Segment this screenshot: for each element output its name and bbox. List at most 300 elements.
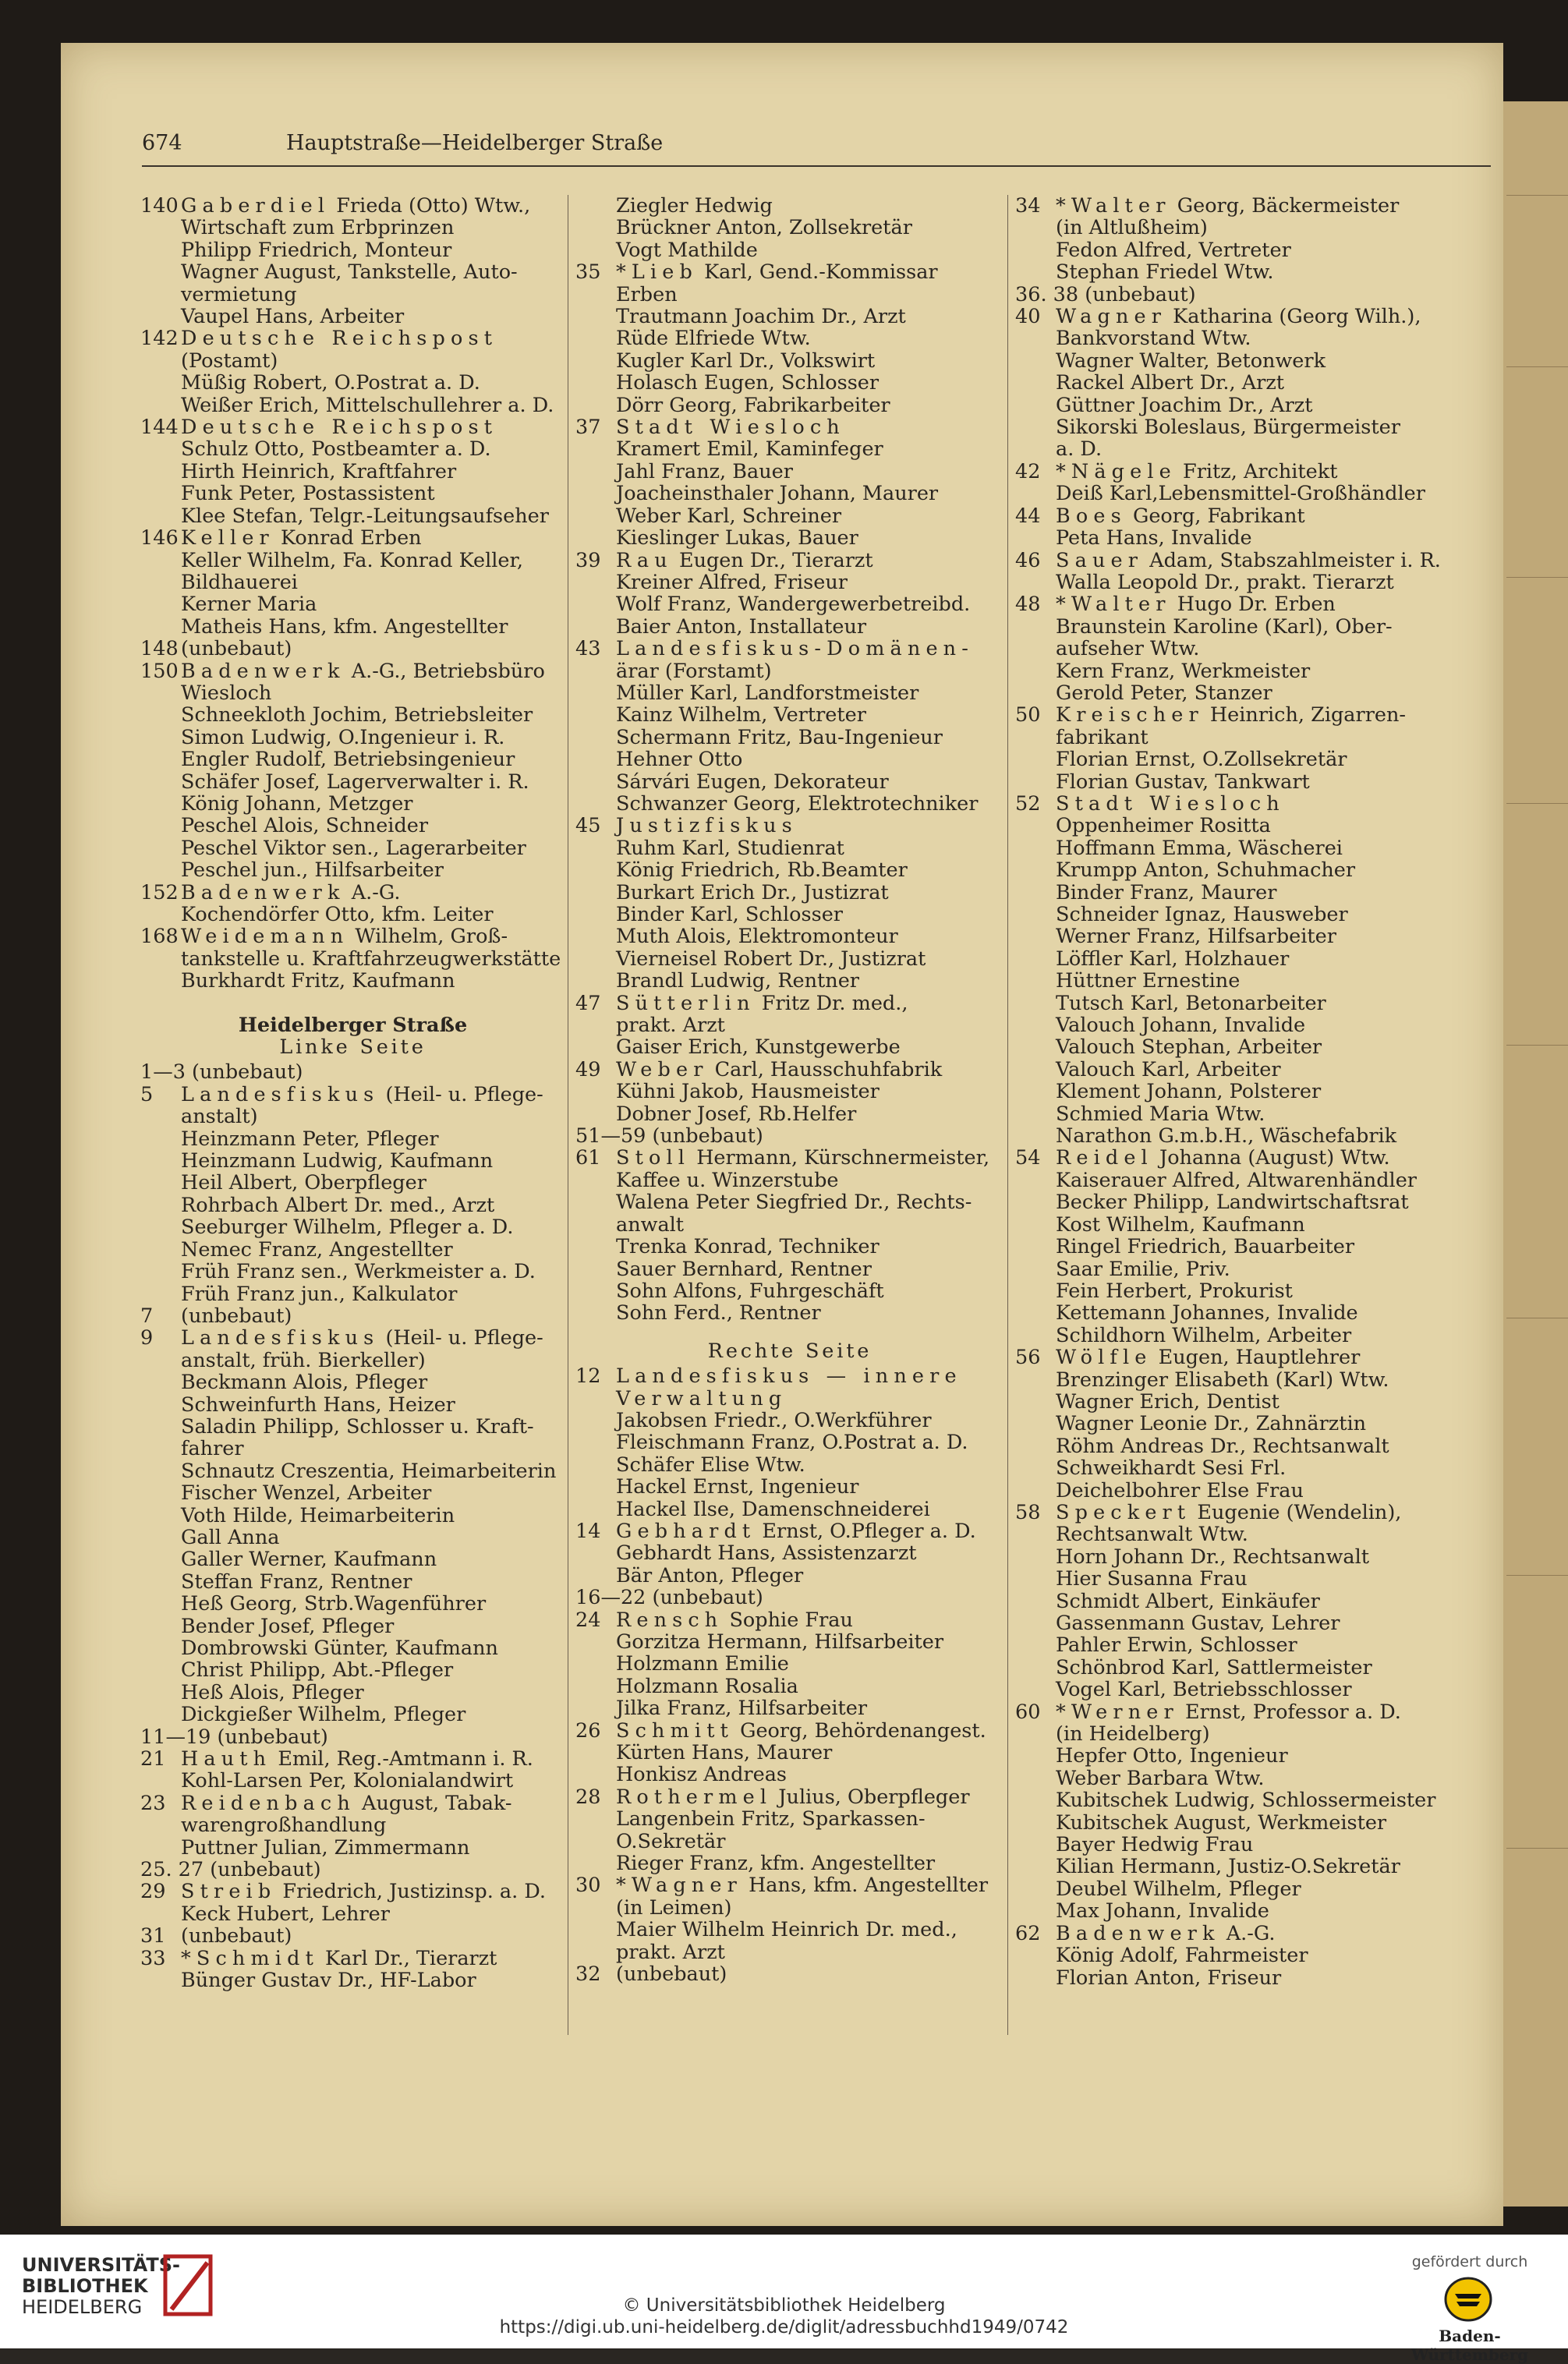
entry-text: Kramert Emil, Kaminfeger	[616, 437, 883, 462]
resident-line	[575, 1258, 1004, 1280]
resident-line	[575, 837, 1004, 859]
entry-text: Stephan Friedel Wtw.	[1056, 260, 1274, 285]
resident-line	[1015, 1081, 1452, 1102]
resident-line	[140, 461, 565, 483]
entry-text: Schneider Ignaz, Hausweber	[1056, 903, 1348, 926]
entry-text: Deubel Wilhelm, Pfleger	[1056, 1877, 1301, 1901]
entry-text: Gebhardt Hans, Assistenzarzt	[616, 1541, 917, 1566]
house-number: 46	[1015, 548, 1041, 572]
house-number: 34	[1015, 194, 1041, 218]
entry-text: Georg, Fabrikant	[1126, 504, 1305, 528]
entry-text: Dörr Georg, Fabrikarbeiter	[616, 393, 890, 417]
resident-line	[1015, 1546, 1452, 1568]
house-number: 58	[1015, 1500, 1041, 1524]
resident-line	[140, 372, 565, 394]
house-number: 52	[1015, 791, 1041, 816]
entry-text: fahrer	[181, 1437, 244, 1461]
entry-text: Saar Emilie, Priv.	[1056, 1257, 1230, 1281]
house-number: 28	[575, 1785, 601, 1809]
entry-text: König Johann, Metzger	[181, 791, 413, 816]
house-entry	[1015, 793, 1452, 815]
house-number: 60	[1015, 1700, 1041, 1724]
resident-line	[575, 1853, 1004, 1874]
entry-text: A.-G.	[345, 880, 401, 904]
resident-line	[575, 1499, 1004, 1520]
entry-text: Bender Josef, Pfleger	[181, 1614, 395, 1638]
house-number: 150	[140, 659, 179, 683]
resident-line	[1015, 638, 1452, 660]
entry-text: Kettemann Johannes, Invalide	[1056, 1301, 1358, 1325]
resident-line	[575, 327, 1004, 349]
house-number: 12	[575, 1364, 601, 1389]
owner-name: Boes	[1056, 504, 1127, 528]
entry-text: Friedrich, Justizinsp. a. D.	[276, 1880, 546, 1904]
entry-text: a. D.	[1056, 437, 1103, 462]
resident-line	[1015, 660, 1452, 682]
house-number: 54	[1015, 1146, 1041, 1170]
entry-text: Wolf Franz, Wandergewerbetreibd.	[616, 593, 971, 617]
resident-line	[1015, 1059, 1452, 1081]
entry-text: Werner Franz, Hilfsarbeiter	[1056, 925, 1336, 949]
entry-text: Deiß Karl,Lebensmittel-Großhändler	[1056, 482, 1425, 506]
next-page-edge	[1503, 101, 1568, 2207]
entry-text: Florian Ernst, O.Zollsekretär	[1056, 748, 1347, 772]
entry-text: Schnautz Creszentia, Heimarbeiterin	[181, 1459, 557, 1483]
column-left	[140, 195, 565, 1992]
entry-text: Baier Anton, Installateur	[616, 614, 867, 639]
house-entry	[1015, 1701, 1452, 1723]
resident-line	[140, 1350, 565, 1371]
entry-text: (in Altlußheim)	[1056, 216, 1208, 240]
entry-text: Bildhauerei	[181, 570, 298, 594]
owner-name: Sauer	[1056, 548, 1144, 572]
entry-text: Kerner Maria	[181, 593, 317, 617]
entry-text: Hackel Ernst, Ingenieur	[616, 1475, 859, 1499]
resident-line	[575, 1103, 1004, 1125]
entry-text: Tutsch Karl, Betonarbeiter	[1056, 991, 1326, 1015]
entry-text: Erben	[616, 282, 678, 306]
entry-text: Kubitschek August, Werkmeister	[1056, 1810, 1387, 1835]
column-middle	[575, 195, 1004, 1986]
entry-text: Valouch Karl, Arbeiter	[1056, 1057, 1281, 1081]
house-entry	[140, 1925, 565, 1947]
house-entry	[140, 1881, 565, 1902]
library-name-line: BIBLIOTHEK	[22, 2275, 148, 2297]
entry-text: Johanna (August) Wtw.	[1152, 1146, 1390, 1170]
page-number: 674	[142, 131, 182, 155]
house-entry	[140, 925, 565, 947]
resident-line	[1015, 1170, 1452, 1191]
resident-line	[575, 1831, 1004, 1853]
house-number: 35	[575, 260, 601, 285]
entry-text: Gall Anna	[181, 1525, 280, 1549]
resident-line	[1015, 1435, 1452, 1457]
entry-text: Hoffmann Emma, Wäscherei	[1056, 836, 1343, 860]
entry-text: Matheis Hans, kfm. Angestellter	[181, 614, 508, 639]
resident-line	[575, 1214, 1004, 1236]
owner-name: Wagner	[1056, 305, 1167, 329]
entry-text: (in Heidelberg)	[1056, 1722, 1210, 1746]
resident-line	[1015, 1457, 1452, 1479]
entry-text: Engler Rudolf, Betriebsingenieur	[181, 748, 515, 772]
entry-text: Puttner Julian, Zimmermann	[181, 1835, 470, 1860]
entry-text: Vaupel Hans, Arbeiter	[181, 305, 405, 329]
sponsor-label: gefördert durch	[1411, 2253, 1528, 2270]
entry-text: Hier Susanna Frau	[1056, 1567, 1248, 1591]
resident-line	[140, 550, 565, 572]
resident-line	[1015, 1723, 1452, 1745]
resident-line	[140, 616, 565, 638]
entry-text: Wiesloch	[181, 681, 272, 705]
house-entry	[140, 660, 565, 682]
house-number: 146	[140, 526, 179, 550]
entry-text: Nemec Franz, Angestellter	[181, 1237, 453, 1262]
entry-text: Seeburger Wilhelm, Pfleger a. D.	[181, 1216, 514, 1240]
house-entry	[1015, 550, 1452, 572]
resident-line	[140, 239, 565, 261]
resident-line	[140, 1150, 565, 1172]
resident-line	[575, 1014, 1004, 1036]
resident-line	[140, 1394, 565, 1416]
resident-line	[1015, 261, 1452, 283]
resident-line	[1015, 837, 1452, 859]
street-heading: Heidelberger Straße	[238, 1013, 468, 1037]
entry-text: Früh Franz jun., Kalkulator	[181, 1282, 458, 1306]
house-number: 142	[140, 327, 179, 351]
entry-text: Rieger Franz, kfm. Angestellter	[616, 1852, 936, 1876]
resident-line	[140, 1704, 565, 1725]
house-entry	[140, 1305, 565, 1327]
house-number: 31	[140, 1924, 166, 1948]
resident-line	[1015, 527, 1452, 549]
entry-text: (Postamt)	[181, 349, 278, 373]
resident-line	[575, 483, 1004, 504]
entry-text: Kilian Hermann, Justiz-O.Sekretär	[1056, 1855, 1400, 1879]
resident-line	[140, 593, 565, 615]
resident-line	[140, 1682, 565, 1704]
resident-line	[575, 239, 1004, 261]
resident-line	[140, 1548, 565, 1570]
resident-line	[1015, 395, 1452, 416]
resident-line	[575, 859, 1004, 881]
entry-text: Voth Hilde, Heimarbeiterin	[181, 1503, 455, 1527]
resident-line	[140, 727, 565, 748]
house-entry	[575, 1963, 1004, 1985]
owner-name: Badenwerk	[181, 659, 345, 683]
entry-text: Galler Werner, Kaufmann	[181, 1548, 437, 1572]
owner-name: Deutsche Reichspost	[181, 416, 498, 440]
entry-text: Hehner Otto	[616, 748, 743, 772]
entry-text: Rackel Albert Dr., Arzt	[1056, 371, 1285, 395]
entry-text: Wilhelm, Groß-	[349, 925, 508, 949]
resident-line	[1015, 1036, 1452, 1058]
resident-line	[575, 771, 1004, 793]
entry-text: Ruhm Karl, Studienrat	[616, 836, 844, 860]
owner-name: Hauth	[181, 1747, 272, 1771]
house-entry	[140, 638, 565, 660]
entry-text: Narathon G.m.b.H., Wäschefabrik	[1056, 1124, 1397, 1148]
resident-line	[575, 1388, 1004, 1410]
entry-text: A.-G., Betriebsbüro	[345, 659, 545, 683]
owner-name: Kreischer	[1056, 703, 1204, 727]
entry-text: Beckmann Alois, Pfleger	[181, 1371, 428, 1395]
resident-line	[1015, 372, 1452, 394]
entry-text: Kern Franz, Werkmeister	[1056, 659, 1311, 683]
house-number: 62	[1015, 1921, 1041, 1945]
resident-line	[140, 815, 565, 837]
resident-line	[1015, 1768, 1452, 1789]
entry-text: Heß Alois, Pfleger	[181, 1680, 364, 1704]
resident-line	[575, 727, 1004, 748]
house-entry	[575, 1720, 1004, 1742]
resident-line	[1015, 993, 1452, 1014]
entry-text: Max Johann, Invalide	[1056, 1899, 1269, 1923]
entry-text: (in Leimen)	[616, 1895, 732, 1920]
entry-text: Schildhorn Wilhelm, Arbeiter	[1056, 1323, 1352, 1347]
resident-line	[575, 704, 1004, 726]
entry-text: Wagner Erich, Dentist	[1056, 1389, 1280, 1414]
resident-line	[575, 1476, 1004, 1498]
resident-line	[575, 682, 1004, 704]
resident-line	[1015, 1812, 1452, 1834]
entry-text: Brückner Anton, Zollsekretär	[616, 216, 912, 240]
entry-text: Binder Franz, Maurer	[1056, 880, 1277, 904]
entry-text: Walla Leopold Dr., prakt. Tierarzt	[1056, 570, 1394, 594]
resident-line	[1015, 350, 1452, 372]
entry-text: (Heil- u. Pflege-	[379, 1326, 543, 1350]
entry-text: Honkisz Andreas	[616, 1763, 787, 1787]
resident-line	[575, 904, 1004, 925]
owner-name: Schmitt	[616, 1718, 734, 1743]
resident-line	[575, 1565, 1004, 1587]
entry-text: (Heil- u. Pflege-	[379, 1082, 543, 1106]
entry-text: Kost Wilhelm, Kaufmann	[1056, 1212, 1305, 1237]
house-entry	[575, 416, 1004, 438]
resident-line	[1015, 1258, 1452, 1280]
owner-name: *Nägele	[1056, 459, 1177, 483]
entry-text: Oppenheimer Rositta	[1056, 814, 1271, 838]
entry-text: A.-G.	[1219, 1921, 1276, 1945]
resident-line	[140, 1261, 565, 1283]
resident-line	[140, 1416, 565, 1438]
house-entry	[140, 1327, 565, 1349]
resident-line	[575, 1280, 1004, 1302]
entry-text: Braunstein Karoline (Karl), Ober-	[1056, 614, 1393, 639]
entry-text: August, Tabak-	[355, 1791, 512, 1815]
house-number: 140	[140, 194, 179, 218]
resident-line	[575, 217, 1004, 239]
owner-name: Justizfiskus	[616, 814, 798, 838]
entry-text: Katharina (Georg Wilh.),	[1166, 305, 1421, 329]
entry-text: Ernst, Professor a. D.	[1178, 1700, 1401, 1724]
resident-line	[1015, 1612, 1452, 1634]
entry-text: Dickgießer Wilhelm, Pfleger	[181, 1703, 466, 1727]
resident-line	[1015, 1280, 1452, 1302]
resident-line	[1015, 483, 1452, 504]
owner-name: Stadt Wiesloch	[616, 416, 845, 440]
resident-line	[140, 1837, 565, 1859]
entry-text: Valouch Stephan, Arbeiter	[1056, 1035, 1322, 1060]
entry-text: Sohn Alfons, Fuhrgeschäft	[616, 1279, 884, 1303]
source-url[interactable]: https://digi.ub.uni-heidelberg.de/diglit/adressbuchhd1949/0742	[499, 2317, 1069, 2337]
entry-text: Schweinfurth Hans, Heizer	[181, 1393, 455, 1417]
house-number: 7	[140, 1304, 154, 1328]
entry-text: Hirth Heinrich, Kraftfahrer	[181, 459, 457, 483]
entry-text: Peta Hans, Invalide	[1056, 526, 1252, 550]
entry-text: Karl, Gend.-Kommissar	[697, 260, 938, 285]
owner-name: *Walter	[1056, 593, 1171, 617]
entry-text: Sárvári Eugen, Dekorateur	[616, 770, 889, 794]
entry-text: Keck Hubert, Lehrer	[181, 1902, 390, 1926]
entry-text: Rechtsanwalt Wtw.	[1056, 1523, 1248, 1547]
page-header	[80, 125, 1499, 164]
resident-line	[140, 1770, 565, 1792]
entry-text: Fedon Alfred, Vertreter	[1056, 238, 1291, 262]
resident-line	[1015, 815, 1452, 837]
entry-text: Vogel Karl, Betriebsschlosser	[1056, 1678, 1352, 1702]
entry-text: Dombrowski Günter, Kaufmann	[181, 1637, 498, 1660]
house-number: 24	[575, 1608, 601, 1632]
resident-line	[140, 748, 565, 770]
house-entry	[1015, 1147, 1452, 1169]
house-entry	[1015, 195, 1452, 217]
resident-line	[140, 1283, 565, 1305]
resident-line	[140, 261, 565, 283]
entry-text: Saladin Philipp, Schlosser u. Kraft-	[181, 1414, 534, 1439]
resident-line	[575, 195, 1004, 217]
house-number: 30	[575, 1874, 601, 1898]
resident-line	[140, 284, 565, 306]
resident-line	[1015, 771, 1452, 793]
house-number: 9	[140, 1326, 154, 1350]
entry-text: (unbebaut)	[181, 1924, 292, 1948]
entry-text: Deichelbohrer Else Frau	[1056, 1478, 1304, 1502]
resident-line	[1015, 1568, 1452, 1590]
owner-name: Speckert	[1056, 1500, 1191, 1524]
entry-text: Holzmann Emilie	[616, 1652, 789, 1676]
house-number: 49	[575, 1057, 601, 1081]
entry-text: Konrad Erben	[274, 526, 422, 550]
house-entry	[575, 815, 1004, 837]
entry-text: Sauer Bernhard, Rentner	[616, 1257, 872, 1281]
resident-line	[1015, 1014, 1452, 1036]
entry-text: Simon Ludwig, O.Ingenieur i. R.	[181, 725, 505, 749]
resident-line	[140, 1128, 565, 1150]
owner-name: Deutsche Reichspost	[181, 327, 498, 351]
resident-line	[1015, 748, 1452, 770]
entry-text: Schulz Otto, Postbeamter a. D.	[181, 437, 491, 462]
entry-text: König Adolf, Fahrmeister	[1056, 1944, 1308, 1968]
entry-text: Florian Anton, Friseur	[1056, 1966, 1282, 1990]
resident-line	[1015, 948, 1452, 970]
owner-name: Streib	[181, 1880, 277, 1904]
house-range-entry: 51—59 (unbebaut)	[575, 1124, 763, 1148]
entry-text: Fischer Wenzel, Arbeiter	[181, 1481, 432, 1506]
house-range-entry: 25. 27 (unbebaut)	[140, 1858, 321, 1882]
entry-text: Schönbrod Karl, Sattlermeister	[1056, 1655, 1372, 1679]
resident-line	[140, 306, 565, 327]
owner-name: *Schmidt	[181, 1946, 319, 1970]
entry-text: Binder Karl, Schlosser	[616, 903, 843, 926]
entry-text: anstalt, früh. Bierkeller)	[181, 1348, 426, 1372]
entry-text: Schäfer Josef, Lagerverwalter i. R.	[181, 770, 529, 794]
entry-text: Gerold Peter, Stanzer	[1056, 681, 1272, 705]
house-number: 144	[140, 416, 179, 440]
resident-line	[140, 682, 565, 704]
entry-text: Philipp Friedrich, Monteur	[181, 238, 452, 262]
house-number: 37	[575, 416, 601, 440]
resident-line	[1015, 859, 1452, 881]
resident-line	[575, 1170, 1004, 1191]
house-range-entry: 11—19 (unbebaut)	[140, 1725, 328, 1749]
entry-text: Horn Johann Dr., Rechtsanwalt	[1056, 1545, 1369, 1569]
resident-line	[140, 771, 565, 793]
house-entry	[140, 195, 565, 217]
house-range-entry: 1—3 (unbebaut)	[140, 1060, 303, 1085]
resident-line	[1015, 1325, 1452, 1347]
entry-text: Kugler Karl Dr., Volkswirt	[616, 349, 876, 373]
entry-text: Klement Johann, Polsterer	[1056, 1080, 1322, 1104]
house-number: 43	[575, 637, 601, 661]
copyright-notice: © Universitätsbibliothek Heidelberg	[622, 2295, 946, 2316]
entry-text: Weber Barbara Wtw.	[1056, 1766, 1265, 1790]
entry-text: Müller Karl, Landforstmeister	[616, 681, 919, 705]
house-entry	[575, 1147, 1004, 1169]
entry-text: Florian Gustav, Tankwart	[1056, 770, 1310, 794]
house-entry	[575, 1874, 1004, 1896]
owner-name: Keller	[181, 526, 274, 550]
house-number: 148	[140, 637, 179, 661]
entry-text: Christ Philipp, Abt.-Pfleger	[181, 1658, 454, 1683]
entry-text: Maier Wilhelm Heinrich Dr. med.,	[616, 1918, 957, 1942]
entry-text: Kochendörfer Otto, kfm. Leiter	[181, 903, 494, 926]
entry-text: Keller Wilhelm, Fa. Konrad Keller,	[181, 548, 523, 572]
resident-line	[140, 1194, 565, 1216]
entry-text: Pahler Erwin, Schlosser	[1056, 1633, 1297, 1658]
resident-line	[575, 1653, 1004, 1675]
resident-line	[140, 859, 565, 881]
entry-text: Heß Georg, Strb.Wagenführer	[181, 1592, 487, 1616]
house-number: 33	[140, 1946, 166, 1970]
entry-text: ärar (Forstamt)	[616, 659, 772, 683]
entry-text: Brandl Ludwig, Rentner	[616, 969, 860, 993]
house-entry	[575, 638, 1004, 660]
entry-text: Becker Philipp, Landwirtschaftsrat	[1056, 1191, 1409, 1215]
entry-text: Georg, Behördenangest.	[733, 1718, 986, 1743]
entry-text: König Friedrich, Rb.Beamter	[616, 858, 908, 883]
entry-text: Güttner Joachim Dr., Arzt	[1056, 393, 1313, 417]
entry-text: Bayer Hedwig Frau	[1056, 1833, 1254, 1857]
entry-text: Valouch Johann, Invalide	[1056, 1014, 1306, 1038]
entry-text: Sophie Frau	[723, 1608, 853, 1632]
house-number: 61	[575, 1146, 601, 1170]
house-entry	[1015, 461, 1452, 483]
entry-text: Muth Alois, Elektromonteur	[616, 925, 898, 949]
house-number: 21	[140, 1747, 166, 1771]
resident-line	[140, 438, 565, 460]
resident-line	[140, 572, 565, 593]
entry-text: tankstelle u. Kraftfahrzeugwerkstätte	[181, 947, 561, 971]
running-title: Hauptstraße—Heidelberger Straße	[286, 131, 664, 155]
house-number: 47	[575, 991, 601, 1015]
house-entry	[575, 1609, 1004, 1631]
resident-line	[575, 1676, 1004, 1697]
resident-line	[1015, 682, 1452, 704]
entry-text: Wagner Leonie Dr., Zahnärztin	[1056, 1412, 1367, 1436]
entry-text: Früh Franz sen., Werkmeister a. D.	[181, 1260, 536, 1284]
owner-name: Weber	[616, 1057, 709, 1081]
resident-line	[140, 217, 565, 239]
